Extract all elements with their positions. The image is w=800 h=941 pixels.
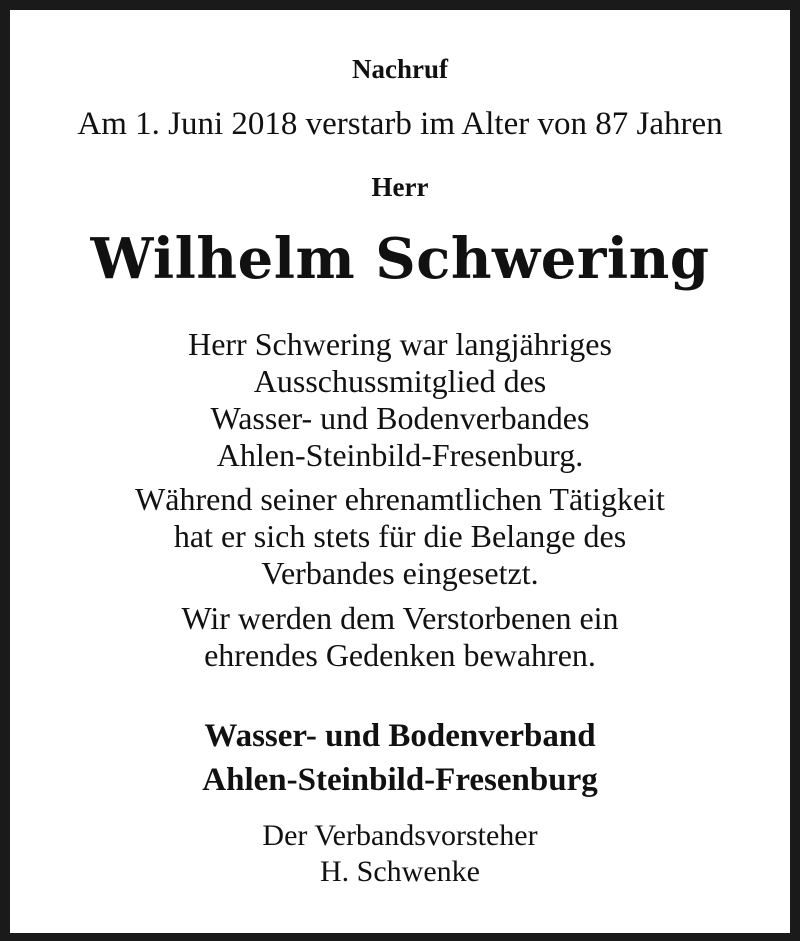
death-date-line: Am 1. Juni 2018 verstarb im Alter von 87 Jahren [77, 106, 723, 142]
organization-line: Wasser- und Bodenverband [204, 718, 596, 754]
signer-name: H. Schwenke [320, 855, 480, 888]
paragraph-line: ehrendes Gedenken bewahren. [204, 637, 596, 673]
signer-title: Der Verbandsvorsteher [262, 819, 538, 852]
organization-name [10, 714, 790, 802]
paragraph-membership [10, 326, 790, 474]
signature-block [10, 818, 790, 890]
paragraph-line: Ausschussmitglied des [253, 363, 547, 399]
paragraph-line: Verbandes eingesetzt. [261, 555, 539, 591]
paragraph-service [10, 481, 790, 592]
paragraph-line: Wir werden dem Verstorbenen ein [181, 600, 619, 636]
paragraph-line: Wasser- und Bodenverbandes [210, 400, 590, 436]
paragraph-line: hat er sich stets für die Belange des [173, 518, 627, 554]
paragraph-line: Herr Schwering war langjähriges [188, 326, 612, 362]
organization-line: Ahlen-Steinbild-Fresenburg [202, 762, 598, 798]
paragraph-line: Während seiner ehrenamtlichen Tätigkeit [135, 481, 665, 517]
deceased-name: Wilhelm Schwering [90, 226, 710, 292]
obituary-heading: Nachruf [352, 54, 448, 84]
salutation: Herr [371, 172, 429, 202]
paragraph-line: Ahlen-Steinbild-Fresenburg. [216, 437, 584, 473]
paragraph-remembrance [10, 600, 790, 674]
